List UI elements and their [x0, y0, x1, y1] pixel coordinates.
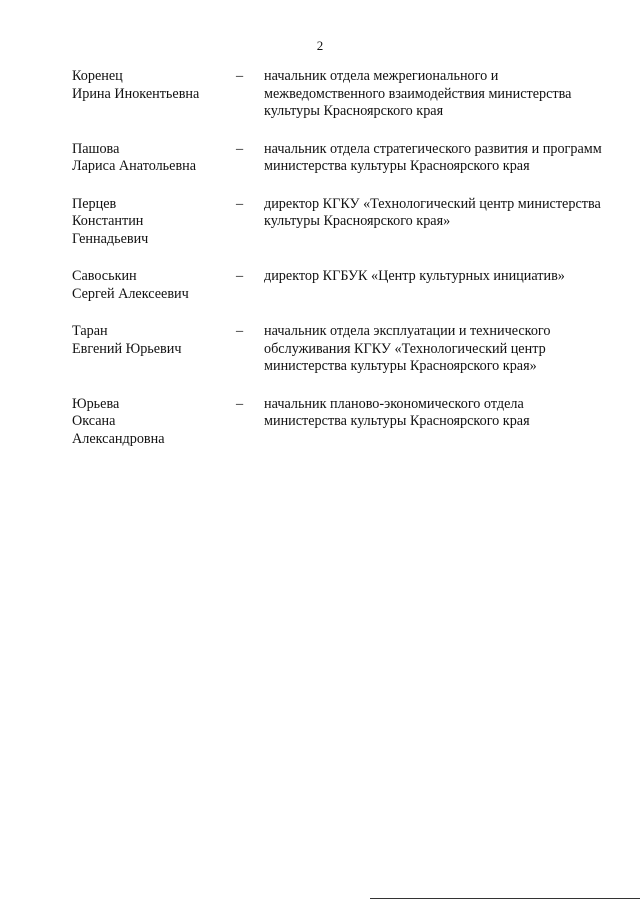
dash-separator: – [236, 268, 244, 284]
person-position: начальник отдела стратегического развития и программ министерства культуры Красноярского края [264, 140, 602, 174]
list-item [72, 196, 612, 249]
person-position: директор КГБУК «Центр культурных инициатив» [264, 268, 565, 284]
name-line: Константин [72, 213, 144, 229]
footer-divider [370, 898, 640, 899]
dash-separator: – [236, 140, 244, 157]
member-list [72, 68, 612, 468]
list-item [72, 68, 612, 121]
dash-separator: – [236, 68, 244, 84]
name-line: Юрьева [72, 395, 120, 412]
person-name [72, 268, 236, 303]
person-name [72, 141, 236, 176]
name-line: Ирина Инокентьевна [72, 85, 200, 102]
name-line: Савоськин [72, 268, 137, 284]
name-line: Пашова [72, 140, 120, 157]
person-position: директор КГКУ «Технологический центр министерства культуры Красноярского края» [264, 195, 601, 229]
person-name [72, 323, 236, 358]
person-name [72, 68, 236, 103]
name-line: Коренец [72, 68, 123, 84]
list-item [72, 141, 612, 176]
dash-separator: – [236, 395, 244, 412]
list-item [72, 268, 612, 303]
name-line: Таран [72, 323, 108, 339]
person-position: начальник отдела эксплуатации и технического обслуживания КГКУ «Технологический центр министерства культуры Красноярского края» [264, 323, 551, 374]
page-number: 2 [316, 38, 324, 53]
dash-separator: – [236, 195, 244, 212]
name-line: Сергей Алексеевич [72, 285, 189, 302]
dash-separator: – [236, 323, 244, 339]
person-name [72, 396, 236, 449]
name-line: Лариса Анатольевна [72, 158, 197, 174]
name-line: Александровна [72, 430, 165, 447]
name-line: Перцев [72, 195, 117, 212]
list-item [72, 396, 612, 449]
name-line: Геннадьевич [72, 230, 149, 247]
list-item [72, 323, 612, 376]
name-line: Евгений Юрьевич [72, 340, 182, 357]
person-name [72, 196, 236, 249]
person-position: начальник планово-экономического отдела министерства культуры Красноярского края [264, 395, 530, 429]
person-position: начальник отдела межрегионального и межведомственного взаимодействия министерства культуры Красноярского края [264, 68, 572, 119]
name-line: Оксана [72, 413, 116, 429]
